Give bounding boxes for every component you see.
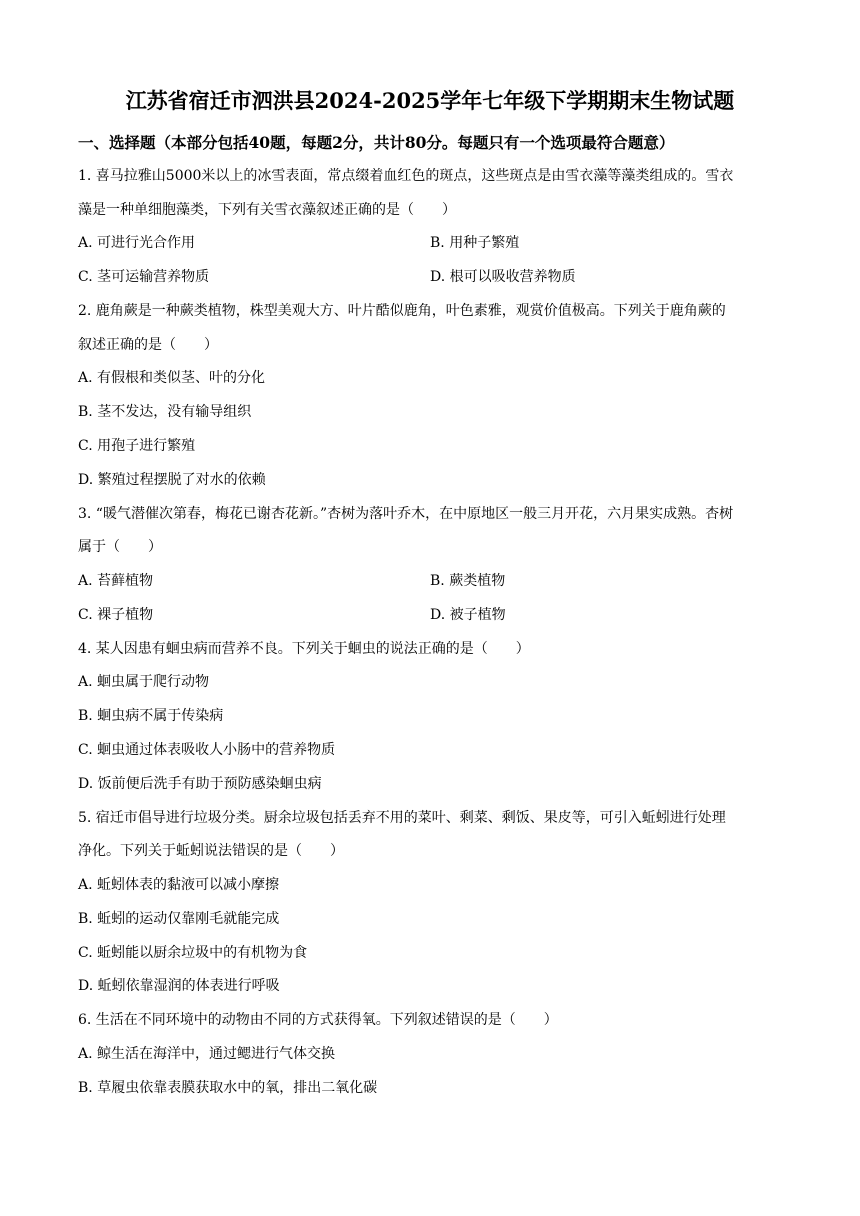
question-3-option-b: B. 蕨类植物 xyxy=(430,573,506,589)
question-6-option-b: B. 草履虫依靠表膜获取水中的氧，排出二氧化碳 xyxy=(78,1080,378,1096)
question-1-stem-line-2: 藻是一种单细胞藻类，下列有关雪衣藻叙述正确的是（ ） xyxy=(78,202,456,218)
question-5-option-c: C. 蚯蚓能以厨余垃圾中的有机物为食 xyxy=(78,945,308,961)
question-1-option-a: A. 可进行光合作用 xyxy=(78,235,196,251)
question-4-option-c: C. 蛔虫通过体表吸收人小肠中的营养物质 xyxy=(78,742,336,758)
question-4-stem-line-1: 4. 某人因患有蛔虫病而营养不良。下列关于蛔虫的说法正确的是（ ） xyxy=(78,641,530,657)
question-6-option-a: A. 鲸生活在海洋中，通过鳃进行气体交换 xyxy=(78,1046,336,1062)
question-2-stem-line-2: 叙述正确的是（ ） xyxy=(78,337,218,353)
question-3-option-a: A. 苔藓植物 xyxy=(78,573,154,589)
question-4-option-a: A. 蛔虫属于爬行动物 xyxy=(78,674,210,690)
question-2-option-d: D. 繁殖过程摆脱了对水的依赖 xyxy=(78,472,266,488)
question-1-option-b: B. 用种子繁殖 xyxy=(430,235,520,251)
question-2-option-a: A. 有假根和类似茎、叶的分化 xyxy=(78,370,266,386)
question-1-stem-line-1: 1. 喜马拉雅山5000米以上的冰雪表面，常点缀着血红色的斑点，这些斑点是由雪衣藻等藻类组成的。雪衣 xyxy=(78,168,734,184)
question-3-stem-line-2: 属于（ ） xyxy=(78,539,162,555)
question-5-option-d: D. 蚯蚓依靠湿润的体表进行呼吸 xyxy=(78,978,280,994)
question-2-option-b: B. 茎不发达，没有输导组织 xyxy=(78,404,252,420)
section-heading: 一、选择题（本部分包括40题，每题2分，共计80分。每题只有一个选项最符合题意） xyxy=(78,133,675,152)
page-title: 江苏省宿迁市泗洪县2024-2025学年七年级下学期期末生物试题 xyxy=(125,88,735,113)
question-6-stem-line-1: 6. 生活在不同环境中的动物由不同的方式获得氧。下列叙述错误的是（ ） xyxy=(78,1012,558,1028)
question-3-option-c: C. 裸子植物 xyxy=(78,607,154,623)
question-1-option-c: C. 茎可运输营养物质 xyxy=(78,269,210,285)
question-5-option-a: A. 蚯蚓体表的黏液可以减小摩擦 xyxy=(78,877,280,893)
question-5-stem-line-1: 5. 宿迁市倡导进行垃圾分类。厨余垃圾包括丢弃不用的菜叶、剩菜、剩饭、果皮等，可引入蚯蚓进行处理 xyxy=(78,810,726,826)
question-2-stem-line-1: 2. 鹿角蕨是一种蕨类植物，株型美观大方、叶片酷似鹿角，叶色素雅，观赏价值极高。下列关于鹿角蕨的 xyxy=(78,303,726,319)
question-5-option-b: B. 蚯蚓的运动仅靠刚毛就能完成 xyxy=(78,911,280,927)
question-4-option-d: D. 饭前便后洗手有助于预防感染蛔虫病 xyxy=(78,776,322,792)
question-3-option-d: D. 被子植物 xyxy=(430,607,506,623)
question-5-stem-line-2: 净化。下列关于蚯蚓说法错误的是（ ） xyxy=(78,843,344,859)
question-4-option-b: B. 蛔虫病不属于传染病 xyxy=(78,708,224,724)
question-1-option-d: D. 根可以吸收营养物质 xyxy=(430,269,576,285)
question-3-stem-line-1: 3. “暖气潜催次第春，梅花已谢杏花新。”杏树为落叶乔木，在中原地区一般三月开花，六月果实成熟。杏树 xyxy=(78,506,734,522)
question-2-option-c: C. 用孢子进行繁殖 xyxy=(78,438,196,454)
